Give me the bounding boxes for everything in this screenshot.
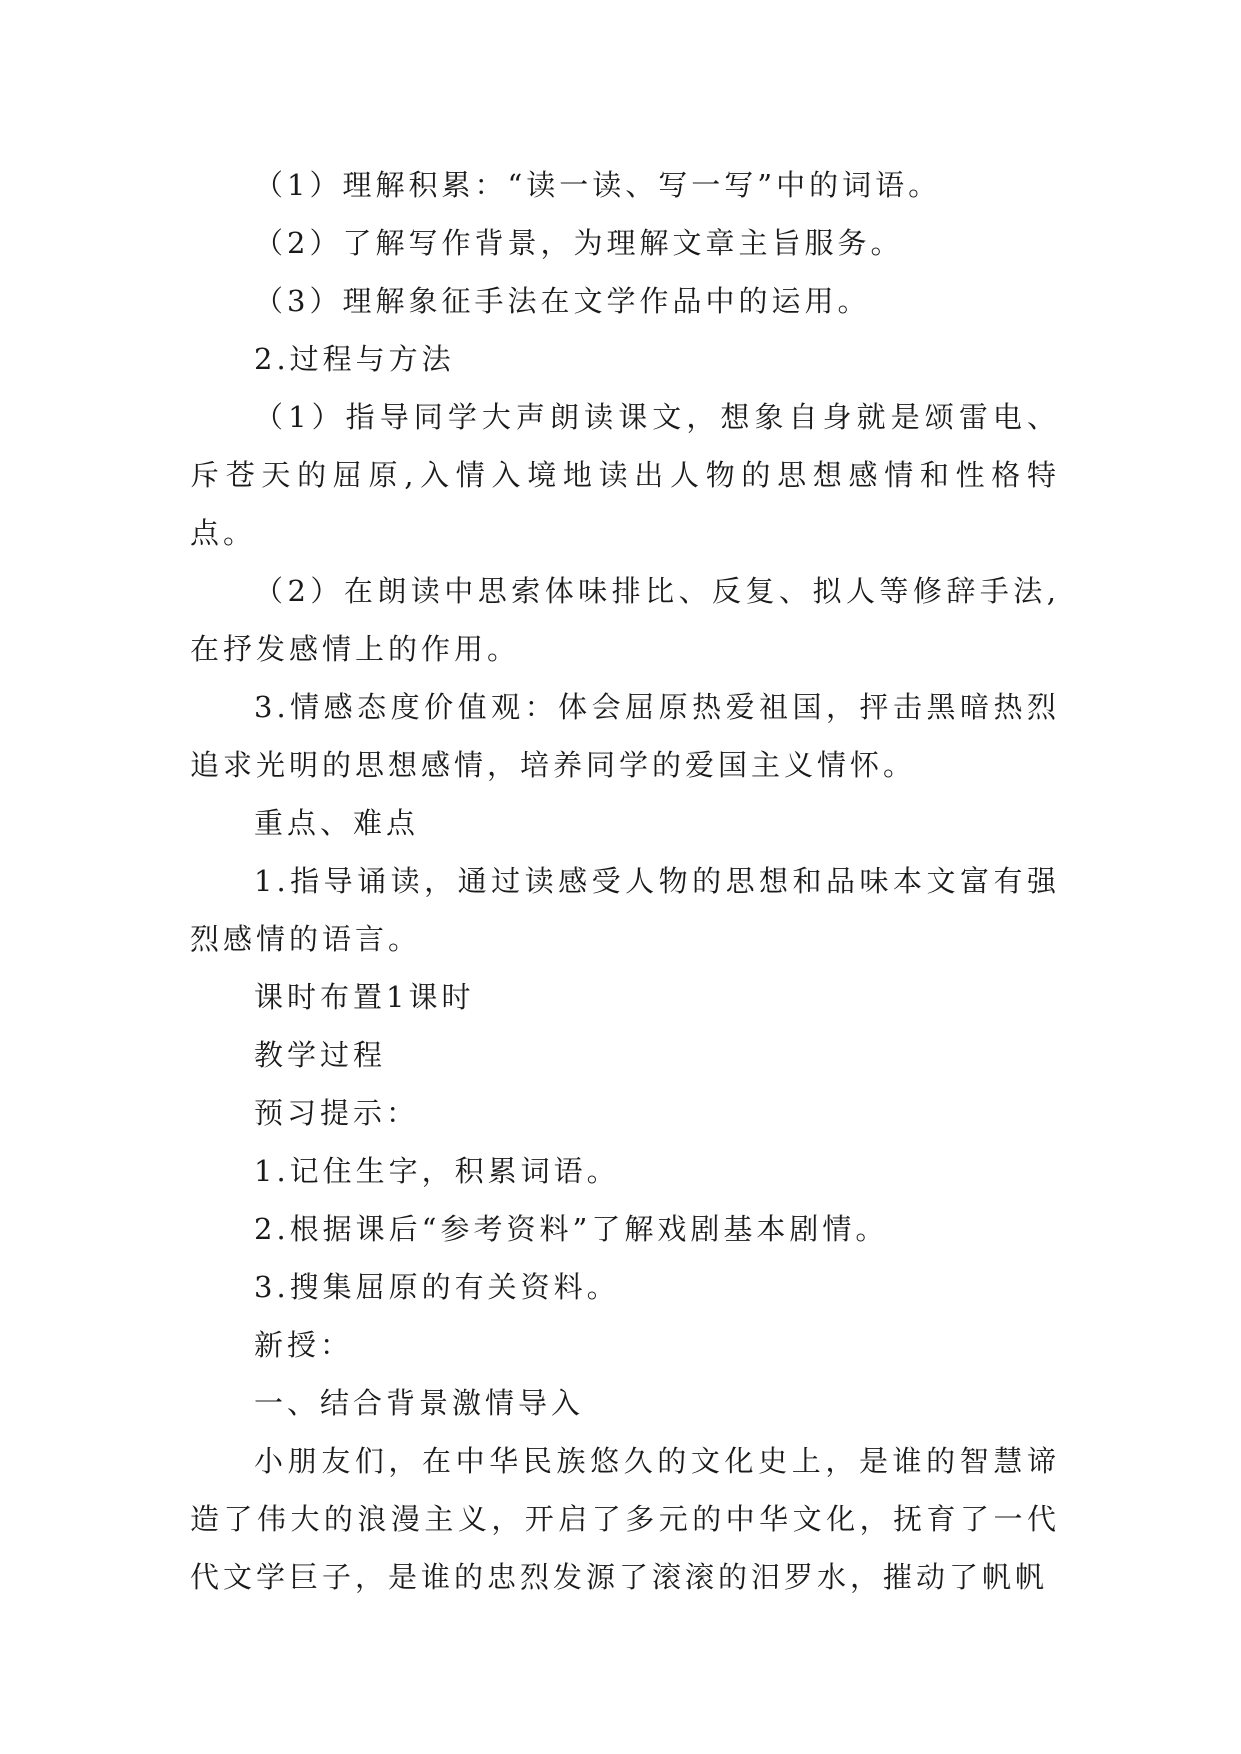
paragraph-objective-1: （1）理解积累：“读一读、写一写”中的词语。 <box>254 168 942 202</box>
heading-process-method: 2.过程与方法 <box>254 342 455 376</box>
paragraph-emotion-values: 3.情感态度价值观：体会屈原热爱祖国，抨击黑暗热烈追求光明的思想感情，培养同学的爱国主义情怀。 <box>190 690 1060 782</box>
heading-teaching-process: 教学过程 <box>254 1038 387 1072</box>
paragraph-objective-3: （3）理解象征手法在文学作品中的运用。 <box>254 284 871 318</box>
paragraph-process-1: （1）指导同学大声朗读课文，想象自身就是颂雷电、斥苍天的屈原,入情入境地读出人物的思想感情和性格特点。 <box>190 400 1060 550</box>
paragraph-objective-2: （2）了解写作背景，为理解文章主旨服务。 <box>254 226 904 260</box>
heading-section-one: 一、结合背景激情导入 <box>254 1386 585 1420</box>
paragraph-preview-1: 1.记住生字，积累词语。 <box>254 1154 620 1188</box>
heading-preview-tips: 预习提示： <box>254 1096 420 1130</box>
heading-key-points: 重点、难点 <box>254 806 420 840</box>
paragraph-class-hours: 课时布置1课时 <box>254 980 475 1014</box>
heading-new-lesson: 新授： <box>254 1328 354 1362</box>
paragraph-key-point-1: 1.指导诵读，通过读感受人物的思想和品味本文富有强烈感情的语言。 <box>190 864 1060 956</box>
paragraph-preview-2: 2.根据课后“参考资料”了解戏剧基本剧情。 <box>254 1212 889 1246</box>
document-body <box>190 156 1060 1606</box>
paragraph-process-2: （2）在朗读中思索体味排比、反复、拟人等修辞手法,在抒发感情上的作用。 <box>190 574 1060 666</box>
paragraph-introduction: 小朋友们，在中华民族悠久的文化史上，是谁的智慧谛造了伟大的浪漫主义，开启了多元的中华文化，抚育了一代代文学巨子，是谁的忠烈发源了滚滚的汨罗水，摧动了帆帆 <box>190 1444 1060 1594</box>
paragraph-preview-3: 3.搜集屈原的有关资料。 <box>254 1270 620 1304</box>
